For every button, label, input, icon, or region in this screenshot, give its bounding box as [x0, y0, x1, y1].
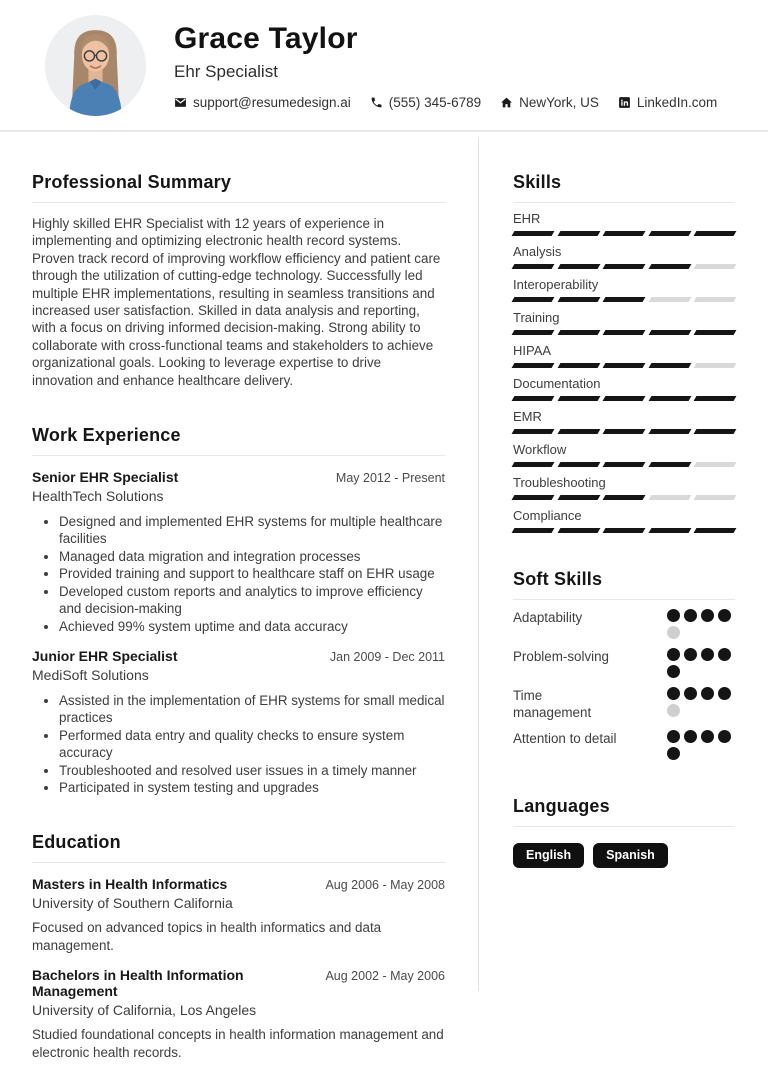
degree-dates: Aug 2002 - May 2006 — [325, 969, 445, 984]
person-job-title: Ehr Specialist — [174, 62, 278, 81]
skill-name: Interoperability — [513, 277, 599, 292]
header — [0, 0, 768, 132]
job-company: HealthTech Solutions — [32, 488, 164, 505]
bar-segment-filled — [557, 429, 599, 434]
job-header-row — [32, 648, 445, 664]
bullet-item: • Performed data entry and quality checks to ensure system accuracy — [59, 727, 445, 762]
bar-segment-empty — [694, 363, 736, 368]
avatar-illustration — [45, 15, 146, 116]
soft-skill-item — [513, 648, 735, 678]
contact-row — [174, 95, 717, 110]
bar-segment-empty — [694, 297, 736, 302]
bar-segment-filled — [648, 396, 690, 401]
experience-heading: Work Experience — [32, 425, 445, 456]
left-column — [0, 132, 478, 1061]
bar-segment-filled — [512, 462, 554, 467]
bar-segment-filled — [557, 495, 599, 500]
soft-skill-name: Time management — [513, 688, 592, 720]
dot-filled — [684, 648, 697, 661]
contact-text: (555) 345-6789 — [388, 95, 482, 110]
bar-segment-filled — [694, 330, 736, 335]
dot-filled — [718, 648, 731, 661]
bar-segment-filled — [512, 231, 554, 236]
bar-segment-filled — [512, 264, 554, 269]
soft-skills-section — [513, 569, 735, 760]
languages-heading: Languages — [513, 796, 735, 827]
skills-section — [513, 172, 735, 533]
skill-level-bar — [513, 231, 735, 236]
contact-phone — [370, 95, 481, 110]
bar-segment-filled — [512, 396, 554, 401]
soft-skills-heading: Soft Skills — [513, 569, 735, 600]
bar-segment-filled — [557, 462, 599, 467]
bullet-item: • Managed data migration and integration processes — [59, 548, 445, 565]
skill-item — [513, 277, 735, 302]
summary-text: Highly skilled EHR Specialist with 12 years of experience in implementing and optimizing electronic health record systems. Proven track record of improving workflow efficiency and patient care through the utilization of cutting-edge technology. Successfully led multiple EHR implementations, resulting in seamless transitions and increased user satisfaction. Skilled in data analysis and reporting, with a focus on driving informed decision-making. Strong ability to collaborate with cross-functional teams and stakeholders to achieve organizational goals. Looking to leverage expertise to drive innovation and enhance healthcare delivery. — [32, 216, 441, 388]
dot-filled — [667, 687, 680, 700]
bar-segment-filled — [512, 363, 554, 368]
summary-section — [32, 172, 445, 389]
contact-text: NewYork, US — [519, 95, 599, 110]
degree-header-row — [32, 876, 445, 892]
bullet-item: • Designed and implemented EHR systems for multiple healthcare facilities — [59, 513, 445, 548]
skill-level-bar — [513, 264, 735, 269]
soft-skill-name: Adaptability — [513, 610, 583, 625]
skill-name: EMR — [513, 409, 542, 424]
degree-title: Masters in Health Informatics — [32, 876, 228, 893]
soft-skill-dots — [667, 687, 735, 717]
bar-segment-filled — [648, 528, 690, 533]
soft-skill-name: Problem-solving — [513, 649, 610, 664]
resume-body — [0, 132, 768, 1061]
bar-segment-filled — [512, 528, 554, 533]
dot-filled — [667, 609, 680, 622]
bullet-item: • Troubleshooted and resolved user issues in a timely manner — [59, 762, 445, 779]
bar-segment-filled — [557, 297, 599, 302]
bar-segment-empty — [694, 462, 736, 467]
skill-level-bar — [513, 363, 735, 368]
bar-segment-empty — [694, 264, 736, 269]
degree-entry — [32, 876, 445, 954]
languages-section — [513, 796, 735, 868]
contact-home — [500, 95, 599, 110]
bar-segment-filled — [694, 528, 736, 533]
dot-filled — [667, 730, 680, 743]
dot-filled — [684, 609, 697, 622]
dot-filled — [667, 665, 680, 678]
bar-segment-filled — [603, 396, 645, 401]
bar-segment-empty — [648, 297, 690, 302]
bullet-item: • Assisted in the implementation of EHR systems for small medical practices — [59, 692, 445, 727]
skill-item — [513, 475, 735, 500]
bar-segment-filled — [648, 462, 690, 467]
soft-skill-dots — [667, 730, 735, 760]
bar-segment-filled — [603, 363, 645, 368]
bullet-item: • Participated in system testing and upgrades — [59, 779, 445, 796]
bar-segment-filled — [557, 330, 599, 335]
skill-name: Training — [513, 310, 560, 325]
degree-description: Focused on advanced topics in health informatics and data management. — [32, 920, 382, 953]
job-title: Senior EHR Specialist — [32, 469, 179, 486]
skill-item — [513, 343, 735, 368]
email-icon — [174, 96, 187, 109]
dot-filled — [701, 687, 714, 700]
skill-level-bar — [513, 495, 735, 500]
skill-item — [513, 244, 735, 269]
education-heading: Education — [32, 832, 445, 863]
job-entry — [32, 469, 445, 635]
bar-segment-filled — [603, 297, 645, 302]
contact-email — [174, 95, 351, 110]
job-dates: Jan 2009 - Dec 2011 — [329, 649, 445, 664]
linkedin-icon — [618, 96, 631, 109]
dot-filled — [701, 648, 714, 661]
bar-segment-empty — [648, 495, 690, 500]
skill-level-bar — [513, 429, 735, 434]
dot-filled — [684, 687, 697, 700]
bar-segment-filled — [648, 264, 690, 269]
job-bullets — [32, 692, 445, 796]
soft-skill-dots — [667, 648, 735, 678]
degree-title: Bachelors in Health Information Management — [32, 967, 244, 1000]
bar-segment-filled — [603, 429, 645, 434]
skill-name: EHR — [513, 211, 541, 226]
bar-segment-filled — [603, 231, 645, 236]
skill-item — [513, 211, 735, 236]
home-icon — [500, 96, 513, 109]
summary-heading: Professional Summary — [32, 172, 445, 203]
skill-name: HIPAA — [513, 343, 552, 358]
person-name: Grace Taylor — [174, 22, 358, 55]
bar-segment-filled — [557, 396, 599, 401]
bar-segment-filled — [648, 429, 690, 434]
job-title: Junior EHR Specialist — [32, 647, 178, 664]
dot-empty — [667, 626, 680, 639]
bar-segment-filled — [512, 297, 554, 302]
bar-segment-filled — [557, 264, 599, 269]
skill-level-bar — [513, 396, 735, 401]
bar-segment-filled — [694, 231, 736, 236]
bar-segment-filled — [648, 363, 690, 368]
skill-item — [513, 409, 735, 434]
skill-name: Workflow — [513, 442, 567, 457]
bar-segment-filled — [603, 528, 645, 533]
job-company: MediSoft Solutions — [32, 666, 149, 683]
skill-level-bar — [513, 297, 735, 302]
dot-filled — [667, 747, 680, 760]
job-header-row — [32, 469, 445, 485]
experience-section — [32, 425, 445, 796]
bar-segment-filled — [557, 528, 599, 533]
bar-segment-filled — [603, 264, 645, 269]
dot-empty — [667, 704, 680, 717]
contact-linkedin — [618, 95, 717, 110]
skill-item — [513, 442, 735, 467]
degree-dates: Aug 2006 - May 2008 — [325, 878, 445, 893]
skill-item — [513, 508, 735, 533]
degree-description: Studied foundational concepts in health information management and electronic health records. — [32, 1027, 444, 1060]
bar-segment-filled — [648, 231, 690, 236]
bullet-item: • Achieved 99% system uptime and data accuracy — [59, 618, 445, 635]
dot-filled — [667, 648, 680, 661]
bar-segment-filled — [512, 495, 554, 500]
contact-text: support@resumedesign.ai — [193, 95, 351, 110]
bar-segment-filled — [648, 330, 690, 335]
soft-skill-list — [513, 609, 735, 760]
bar-segment-filled — [512, 330, 554, 335]
degree-school: University of Southern California — [32, 895, 233, 912]
bar-segment-filled — [603, 330, 645, 335]
degree-header-row — [32, 967, 445, 999]
dot-filled — [718, 609, 731, 622]
bar-segment-filled — [603, 462, 645, 467]
job-bullets — [32, 513, 445, 635]
bullet-item: • Developed custom reports and analytics to improve efficiency and decision-making — [59, 583, 445, 618]
language-tag: English — [513, 843, 584, 868]
skill-item — [513, 310, 735, 335]
bar-segment-empty — [694, 495, 736, 500]
soft-skill-item — [513, 687, 735, 721]
job-list — [32, 469, 445, 796]
degree-list — [32, 876, 445, 1061]
skill-name: Compliance — [513, 508, 582, 523]
bullet-item: • Provided training and support to healthcare staff on EHR usage — [59, 565, 445, 582]
job-entry — [32, 648, 445, 796]
bar-segment-filled — [557, 363, 599, 368]
contact-text: LinkedIn.com — [636, 95, 718, 110]
soft-skill-item — [513, 730, 735, 760]
skill-list — [513, 211, 735, 533]
skills-heading: Skills — [513, 172, 735, 203]
degree-entry — [32, 967, 445, 1061]
bar-segment-filled — [557, 231, 599, 236]
skill-level-bar — [513, 462, 735, 467]
soft-skill-dots — [667, 609, 735, 639]
dot-filled — [718, 730, 731, 743]
bar-segment-filled — [694, 429, 736, 434]
job-dates: May 2012 - Present — [335, 471, 445, 486]
skill-item — [513, 376, 735, 401]
skill-level-bar — [513, 528, 735, 533]
dot-filled — [701, 730, 714, 743]
right-column — [479, 132, 768, 1061]
bar-segment-filled — [694, 396, 736, 401]
dot-filled — [718, 687, 731, 700]
avatar — [45, 15, 146, 116]
dot-filled — [684, 730, 697, 743]
soft-skill-item — [513, 609, 735, 639]
dot-filled — [701, 609, 714, 622]
bar-segment-filled — [603, 495, 645, 500]
soft-skill-name: Attention to detail — [513, 731, 617, 746]
education-section — [32, 832, 445, 1061]
language-tag-list — [513, 843, 735, 868]
skill-name: Analysis — [513, 244, 562, 259]
skill-level-bar — [513, 330, 735, 335]
skill-name: Documentation — [513, 376, 601, 391]
language-tag: Spanish — [593, 843, 668, 868]
bar-segment-filled — [512, 429, 554, 434]
phone-icon — [370, 96, 383, 109]
skill-name: Troubleshooting — [513, 475, 606, 490]
degree-school: University of California, Los Angeles — [32, 1002, 257, 1019]
